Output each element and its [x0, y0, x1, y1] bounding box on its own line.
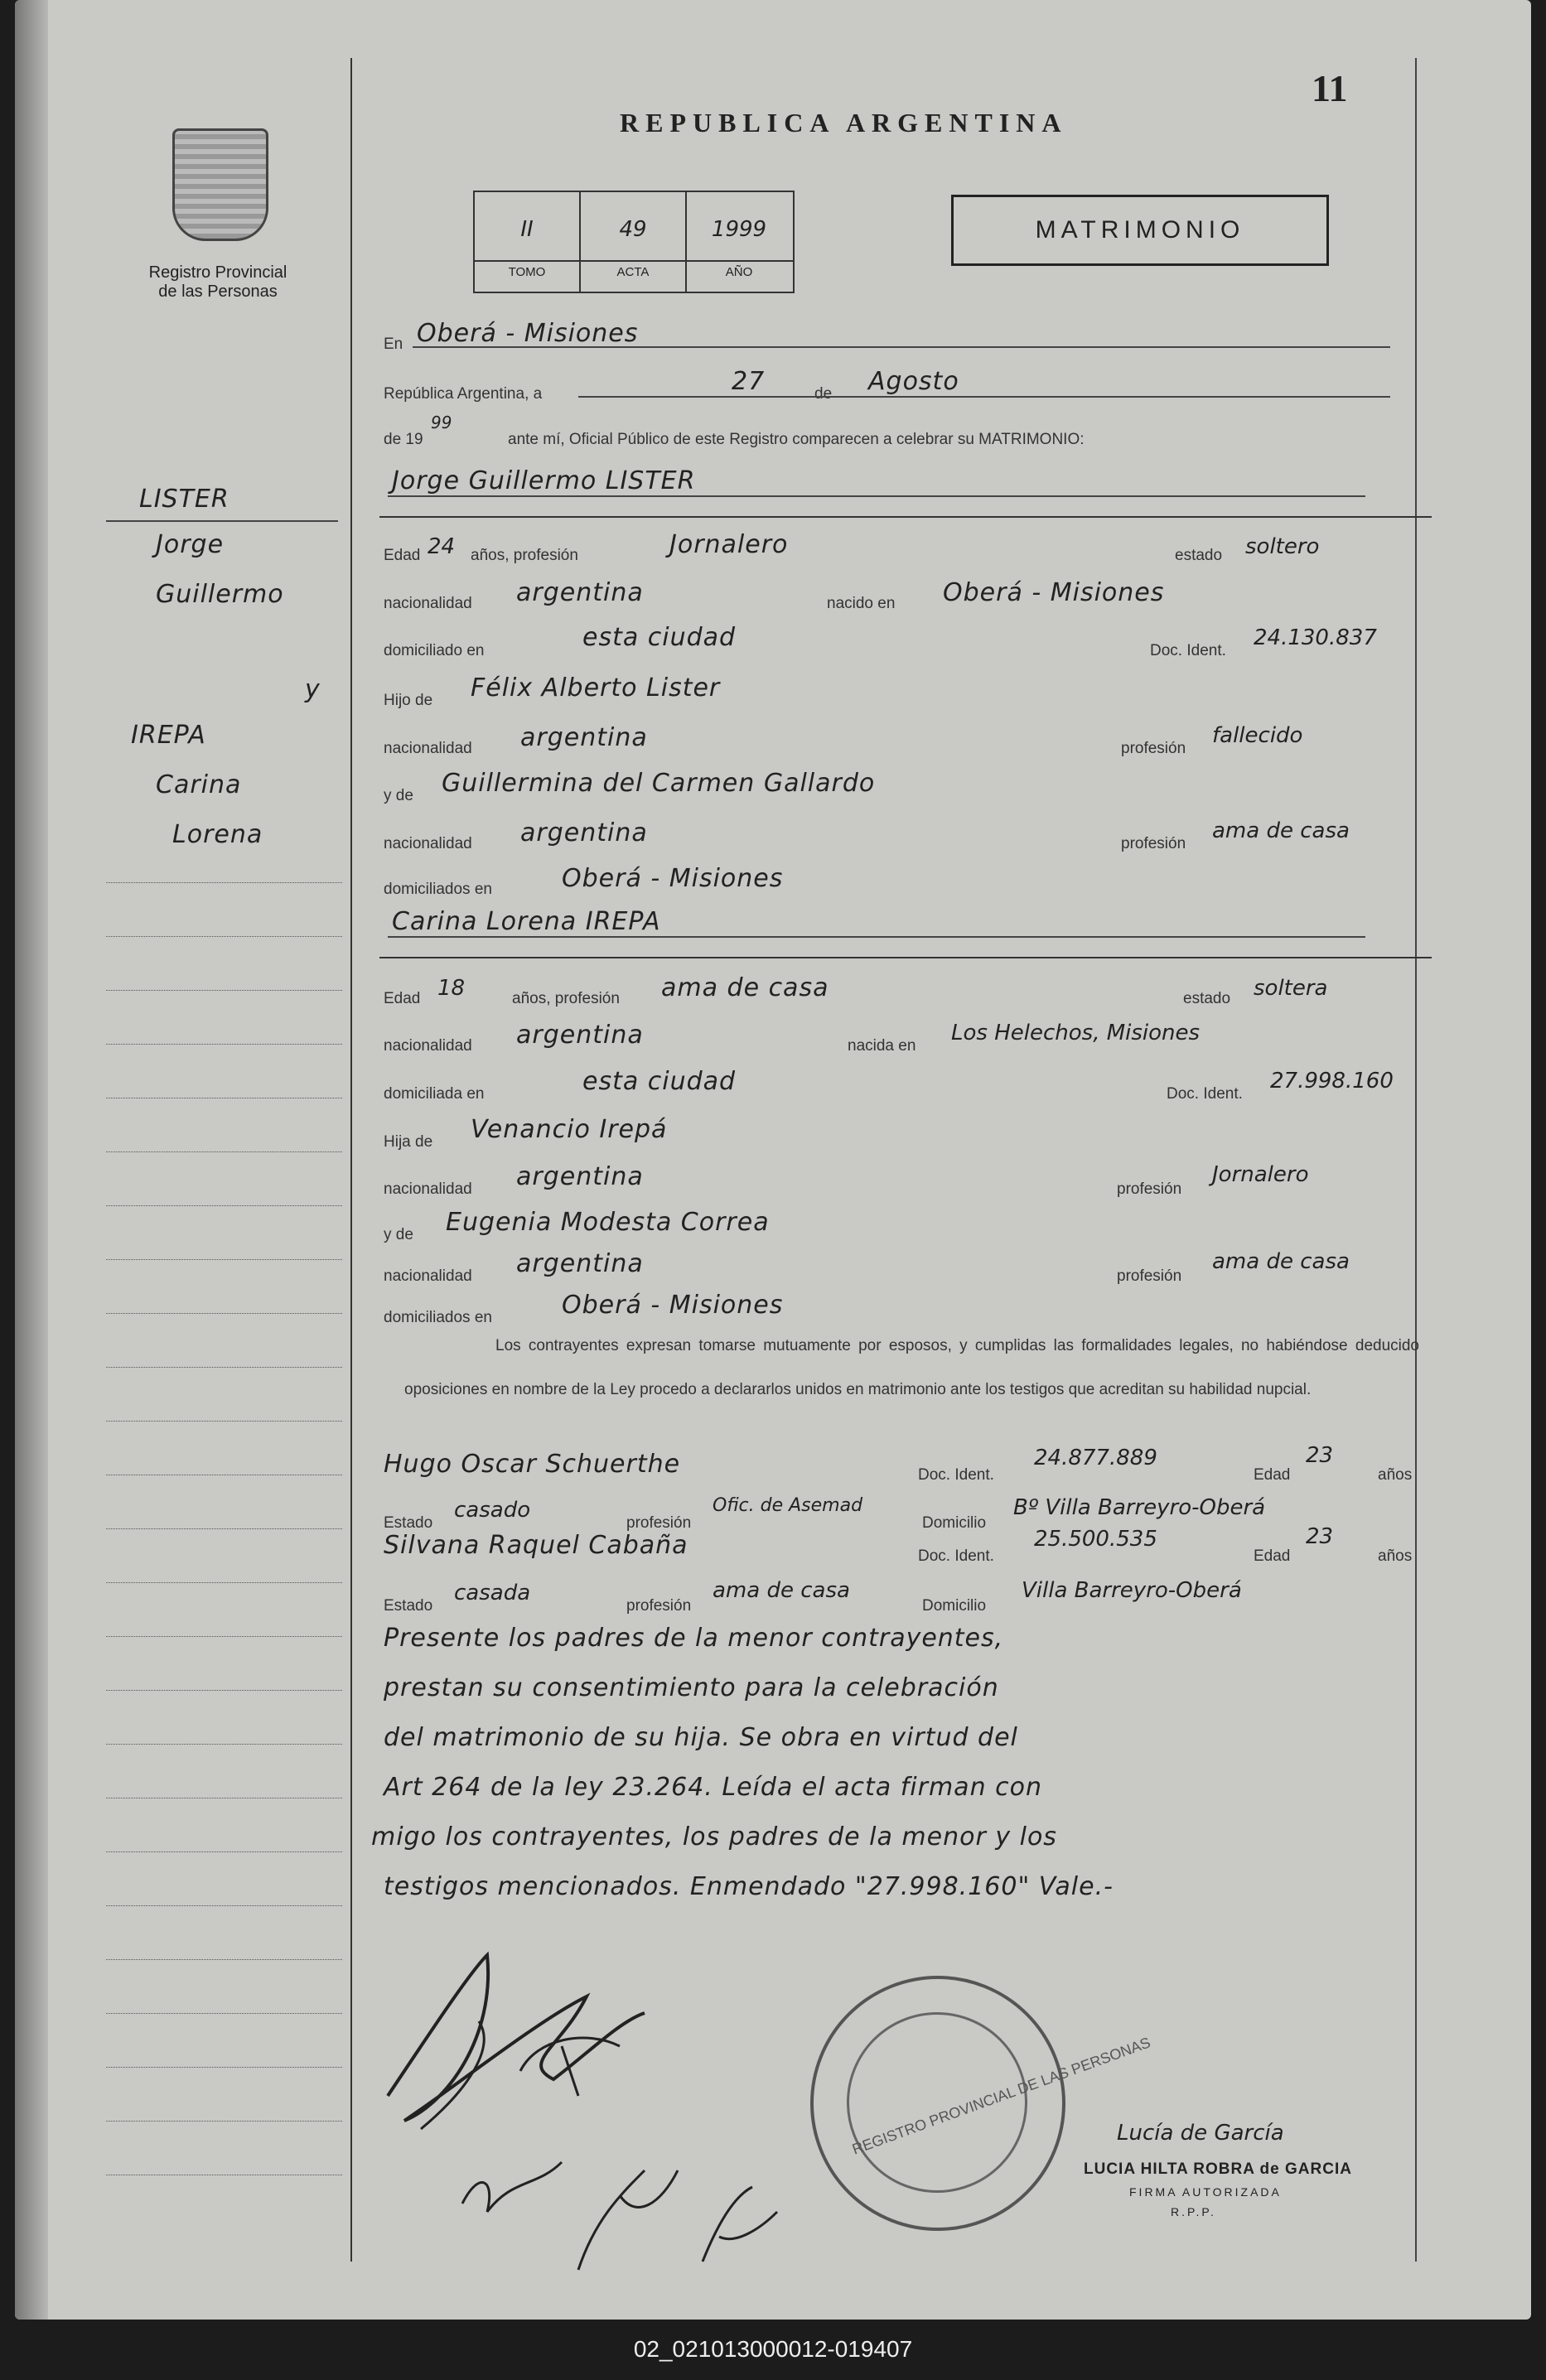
year-prefix: de 19 — [384, 431, 423, 448]
bride-birthplace: Los Helechos, Misiones — [951, 1021, 1201, 1045]
record-type-box: MATRIMONIO — [951, 195, 1329, 266]
page-number: 11 — [1312, 67, 1348, 109]
margin-name-4: Carina — [156, 770, 242, 799]
seal-text: REGISTRO PROVINCIAL DE LAS PERSONAS — [849, 2034, 1153, 2158]
marriage-declaration: Los contrayentes expresan tomarse mutuamente por esposos, y cumplidas las formalidades legales, no habiéndose deducido oposiciones en nombre de la Ley procedo a declararlos unidos en matrimonio ante los testigos que acreditan su habilidad nupcial. — [404, 1337, 1419, 1398]
groom-mother-profession: ama de casa — [1212, 818, 1350, 843]
acta-value: 49 — [619, 217, 647, 242]
bride-domicile: esta ciudad — [582, 1067, 737, 1096]
country-title: REPUBLICA ARGENTINA — [620, 108, 1068, 138]
groom-domicile: esta ciudad — [582, 623, 737, 652]
bride-age: 18 — [437, 976, 466, 1001]
margin-name-1: Jorge — [156, 530, 225, 559]
record-index-box — [473, 191, 795, 293]
groom-doc: 24.130.837 — [1254, 625, 1377, 650]
groom-estado: soltero — [1245, 534, 1320, 559]
groom-age: 24 — [428, 534, 456, 559]
official-unit: R.P.P. — [1171, 2205, 1216, 2218]
bride-estado: soltera — [1254, 976, 1328, 1001]
groom-father-nationality: argentina — [520, 723, 648, 752]
witness-1-domicile: Bº Villa Barreyro-Oberá — [1013, 1495, 1266, 1520]
celebration-day: 27 — [732, 367, 766, 396]
acta-label: ACTA — [616, 265, 650, 279]
ano-label: AÑO — [725, 265, 753, 279]
groom-nationality: argentina — [516, 578, 644, 607]
margin-name-2: Guillermo — [156, 580, 284, 609]
witness-2-name: Silvana Raquel Cabaña — [384, 1531, 688, 1560]
groom-mother: Guillermina del Carmen Gallardo — [442, 769, 876, 798]
margin-divider — [350, 58, 352, 2262]
bride-father-nationality: argentina — [516, 1162, 644, 1191]
witness-2-doc: 25.500.535 — [1034, 1527, 1157, 1552]
record-page: Registro Provincial de las Personas REPUBLICA ARGENTINA 11 II 49 1999 TOMO ACTA AÑO MATRIMONIO LISTER Jorge Guillermo y IREPA Carina Lorena En Oberá - Misiones República Argentina, a 27 de Agosto de 19 99 ante mí, Oficial Público de este Registro comparecen a celebrar su MATRIMONIO: Jorge Guillermo LISTER Edad 24 años, profesión Jornalero estado soltero nacionalidad argentina nacido en Oberá - Misiones domiciliado en esta ciudad Doc. Ident. 24.130.837 Hijo de Félix Alberto Lister nacionalidad argentina profesión fallecido y de Guillermina del Carmen Gallardo nacionalidad argentina profesión ama de casa domiciliados en Oberá - Misiones Carina Lorena IREPA Edad 18 años, profesión ama de casa estado soltera nacionalidad argentina nacida en Los Helechos, Misiones domiciliada en esta ciudad Doc. Ident. 27.998.160 Hija de Venancio Irepá nacionalidad argentina profesión Jornalero y de Eugenia Modesta Correa nacionalidad argentina profesión ama de casa domiciliados en Oberá - Misiones Los contrayentes expresan tomarse mutuamente por esposos, y cumplidas las formalidades legales, no habiéndose deducido oposiciones en nombre de la Ley procedo a declararlos unidos en matrimonio ante los testigos que acreditan su habilidad nupcial. Hugo Oscar Schuerthe Doc. Ident. 24.877.889 Edad 23 años Estado casado profesión Ofic. de Asemad Domicilio Bº Villa Barreyro-Oberá Silvana Raquel Cabaña Doc. Ident. 25.500.535 Edad 23 años Estado casada profesión ama de casa Domicilio Villa Barreyro-Oberá Presente los padres de la menor contrayentes, prestan su consentimiento para la celebración del matrimonio de su hija. Se obra en virtud del Art 264 de la ley 23.264. Leída el acta firman con migo los contrayentes, los padres de la menor y los testigos mencionados. Enmendado "27.998.160" Vale.- REGISTRO PROVINCIAL DE LAS PERSONAS Lucía de García LUCIA HILTA ROBRA de GARCIA FIRMA AUTORIZADA R.P.P. — [15, 0, 1531, 2320]
bride-profession: ama de casa — [661, 973, 829, 1002]
note-line-4: Art 264 de la ley 23.264. Leída el acta firman con — [384, 1773, 1042, 1802]
coat-of-arms-icon — [172, 128, 268, 241]
bride-mother-nationality: argentina — [516, 1249, 644, 1278]
official-name: LUCIA HILTA ROBRA de GARCIA — [1084, 2160, 1352, 2178]
witness-1-profession: Ofic. de Asemad — [713, 1495, 863, 1516]
groom-birthplace: Oberá - Misiones — [943, 578, 1165, 607]
witness-1-doc: 24.877.889 — [1034, 1446, 1157, 1470]
groom-father-profession: fallecido — [1212, 723, 1303, 748]
celebration-year: 99 — [431, 413, 452, 432]
registry-name: Registro Provincial de las Personas — [148, 263, 287, 301]
tomo-value: II — [520, 217, 534, 242]
witness-2-estado: casada — [454, 1581, 531, 1605]
celebration-place: Oberá - Misiones — [417, 319, 639, 348]
official-title: FIRMA AUTORIZADA — [1129, 2185, 1282, 2199]
party-signatures — [371, 1922, 785, 2286]
witness-2-profession: ama de casa — [713, 1578, 850, 1603]
bride-name: Carina Lorena IREPA — [392, 907, 661, 936]
note-line-6: testigos mencionados. Enmendado "27.998.160" Vale.- — [384, 1872, 1114, 1901]
margin-name-5: Lorena — [172, 820, 263, 849]
bride-doc: 27.998.160 — [1270, 1069, 1394, 1093]
witness-1-estado: casado — [454, 1498, 531, 1523]
celebration-month: Agosto — [868, 367, 959, 396]
margin-conjunction: y — [305, 675, 321, 704]
groom-mother-nationality: argentina — [520, 818, 648, 847]
official-seal — [810, 1976, 1065, 2231]
bride-nationality: argentina — [516, 1021, 644, 1050]
bride-mother-profession: ama de casa — [1212, 1249, 1350, 1274]
official-signature: Lucía de García — [1117, 2121, 1284, 2146]
witness-1-name: Hugo Oscar Schuerthe — [384, 1450, 681, 1479]
witness-2-domicile: Villa Barreyro-Oberá — [1022, 1578, 1242, 1603]
page-binding — [15, 0, 48, 2320]
bride-father: Venancio Irepá — [471, 1115, 668, 1144]
right-border — [1415, 58, 1417, 2262]
scan-id-footer: 02_021013000012-019407 — [633, 2336, 913, 2362]
groom-father: Félix Alberto Lister — [471, 673, 721, 702]
margin-surname: LISTER — [139, 485, 229, 514]
bride-parents-domicile: Oberá - Misiones — [562, 1291, 784, 1320]
margin-name-3: IREPA — [131, 721, 206, 750]
note-line-2: prestan su consentimiento para la celebración — [384, 1673, 999, 1702]
note-line-1: Presente los padres de la menor contrayentes, — [384, 1624, 1004, 1653]
groom-profession: Jornalero — [669, 530, 789, 559]
witness-1-age: 23 — [1306, 1443, 1334, 1468]
bride-father-profession: Jornalero — [1212, 1162, 1309, 1187]
ano-value: 1999 — [711, 217, 767, 242]
groom-parents-domicile: Oberá - Misiones — [562, 864, 784, 893]
note-line-5: migo los contrayentes, los padres de la menor y los — [371, 1822, 1057, 1851]
note-line-3: del matrimonio de su hija. Se obra en virtud del — [384, 1723, 1018, 1752]
bride-mother: Eugenia Modesta Correa — [446, 1208, 770, 1237]
groom-name: Jorge Guillermo LISTER — [392, 466, 696, 495]
tomo-label: TOMO — [508, 265, 546, 279]
witness-2-age: 23 — [1306, 1524, 1334, 1549]
